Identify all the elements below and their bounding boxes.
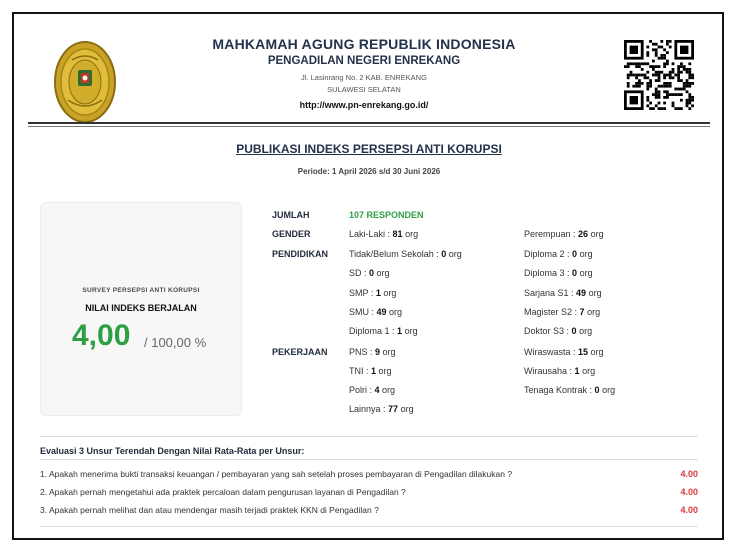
- index-score-value: 4,00: [72, 319, 131, 352]
- stat-unit: org: [378, 366, 392, 376]
- evaluation-question: 1. Apakah menerima bukti transaksi keuangan / pembayaran yang sah setelah proses pembayaran di Pengadilan dilakukan ?: [40, 469, 513, 479]
- score-card-subtitle: SURVEY PERSEPSI ANTI KORUPSI: [82, 287, 200, 294]
- stat-unit: org: [400, 404, 414, 414]
- stat-count: 4: [374, 385, 380, 395]
- stat-edu-d3: [524, 268, 593, 278]
- stat-count: 1: [397, 326, 403, 336]
- stat-unit: org: [382, 385, 396, 395]
- evaluation-question: 3. Apakah pernah melihat dan atau mendengar masih terjadi praktek KKN di Pengadilan ?: [40, 505, 379, 515]
- stat-unit: org: [579, 249, 593, 259]
- court-subname: PENGADILAN NEGERI ENREKANG: [267, 55, 461, 67]
- stat-edu-smu: [349, 307, 402, 317]
- stat-label: Diploma 2 :: [524, 249, 573, 259]
- stat-edu-s3: [524, 326, 592, 336]
- stat-label: Laki-Laki :: [349, 229, 393, 239]
- section-divider: [40, 459, 698, 460]
- stat-label: SMP :: [349, 288, 376, 298]
- stat-job-other: [349, 404, 414, 414]
- stat-job-pns: [349, 347, 396, 357]
- stat-edu-s2: [524, 307, 600, 317]
- stat-count: 1: [574, 366, 580, 376]
- stat-unit: org: [588, 288, 602, 298]
- stat-label: Diploma 1 :: [349, 326, 398, 336]
- header-divider: [28, 122, 710, 124]
- evaluation-score: 4.00: [680, 505, 698, 515]
- stat-label: Doktor S3 :: [524, 326, 572, 336]
- stat-count: 0: [572, 268, 578, 278]
- court-region: SULAWESI SELATAN: [327, 85, 401, 94]
- stat-unit: org: [590, 347, 604, 357]
- stat-count: 15: [578, 347, 589, 357]
- stat-edu-s1: [524, 288, 602, 298]
- stat-job-contract: [524, 385, 615, 395]
- stat-count: 7: [579, 307, 585, 317]
- stat-count: 0: [441, 249, 447, 259]
- stat-edu-none: [349, 249, 462, 259]
- stat-label: Perempuan :: [524, 229, 579, 239]
- stat-label: Wiraswasta :: [524, 347, 579, 357]
- stat-label: Wirausaha :: [524, 366, 575, 376]
- stat-unit: org: [582, 366, 596, 376]
- index-score-card: [40, 202, 242, 416]
- stat-unit: org: [587, 307, 601, 317]
- section-divider: [40, 526, 698, 527]
- stat-job-tni: [349, 366, 392, 376]
- evaluation-score: 4.00: [680, 469, 698, 479]
- court-website-link[interactable]: http://www.pn-enrekang.go.id/: [299, 100, 429, 110]
- stat-male: [349, 229, 418, 239]
- stat-job-wiraswasta: [524, 347, 604, 357]
- stat-label: Polri :: [349, 385, 375, 395]
- stat-unit: org: [602, 385, 616, 395]
- header-divider-thin: [28, 126, 710, 127]
- stat-label: SD :: [349, 268, 370, 278]
- stat-count: 0: [594, 385, 600, 395]
- stat-label: Diploma 3 :: [524, 268, 573, 278]
- court-address: Jl. Lasinrang No. 2 KAB. ENREKANG: [301, 73, 427, 82]
- stat-count: 26: [578, 229, 589, 239]
- stat-count: 9: [375, 347, 381, 357]
- total-respondents: 107 RESPONDEN: [349, 210, 424, 220]
- gender-label: GENDER: [272, 229, 311, 239]
- stat-unit: org: [579, 326, 593, 336]
- court-seal-logo: [54, 40, 116, 124]
- stat-count: 0: [572, 249, 578, 259]
- stat-label: PNS :: [349, 347, 376, 357]
- report-frame: [12, 12, 724, 540]
- court-name: MAHKAMAH AGUNG REPUBLIK INDONESIA: [212, 36, 516, 52]
- stat-job-polri: [349, 385, 395, 395]
- stat-label: SMU :: [349, 307, 377, 317]
- stat-edu-d2: [524, 249, 593, 259]
- stat-edu-d1: [349, 326, 418, 336]
- education-label: PENDIDIKAN: [272, 249, 329, 259]
- publication-title: PUBLIKASI INDEKS PERSEPSI ANTI KORUPSI: [236, 142, 502, 156]
- stat-count: 1: [371, 366, 377, 376]
- stat-count: 77: [388, 404, 399, 414]
- stat-unit: org: [590, 229, 604, 239]
- occupation-label: PEKERJAAN: [272, 347, 328, 357]
- stat-unit: org: [382, 347, 396, 357]
- stat-unit: org: [404, 326, 418, 336]
- stat-unit: org: [389, 307, 403, 317]
- stat-female: [524, 229, 604, 239]
- stat-job-wirausaha: [524, 366, 595, 376]
- stat-label: Sarjana S1 :: [524, 288, 577, 298]
- stat-count: 0: [571, 326, 577, 336]
- stat-edu-sd: [349, 268, 390, 278]
- stat-label: Tenaga Kontrak :: [524, 385, 595, 395]
- evaluation-question: 2. Apakah pernah mengetahui ada praktek percaloan dalam pengurusan layanan di Pengadilan ?: [40, 487, 406, 497]
- section-divider: [40, 436, 698, 437]
- stat-label: Tidak/Belum Sekolah :: [349, 249, 442, 259]
- score-card-title: NILAI INDEKS BERJALAN: [85, 303, 197, 313]
- stat-label: TNI :: [349, 366, 371, 376]
- index-score-max: / 100,00 %: [144, 335, 207, 350]
- total-label: JUMLAH: [272, 210, 310, 220]
- evaluation-score: 4.00: [680, 487, 698, 497]
- stat-unit: org: [376, 268, 390, 278]
- stat-unit: org: [448, 249, 462, 259]
- stat-unit: org: [579, 268, 593, 278]
- stat-count: 81: [392, 229, 403, 239]
- stat-unit: org: [405, 229, 419, 239]
- stat-count: 49: [376, 307, 387, 317]
- stat-label: Lainnya :: [349, 404, 389, 414]
- publication-period: Periode: 1 April 2026 s/d 30 Juni 2026: [297, 167, 441, 176]
- stat-count: 49: [576, 288, 587, 298]
- evaluation-title: Evaluasi 3 Unsur Terendah Dengan Nilai Rata-Rata per Unsur:: [40, 446, 305, 456]
- stat-unit: org: [383, 288, 397, 298]
- stat-label: Magister S2 :: [524, 307, 580, 317]
- stat-count: 0: [369, 268, 375, 278]
- qr-code-icon: [624, 40, 694, 110]
- stat-edu-smp: [349, 288, 396, 298]
- stat-count: 1: [375, 288, 381, 298]
